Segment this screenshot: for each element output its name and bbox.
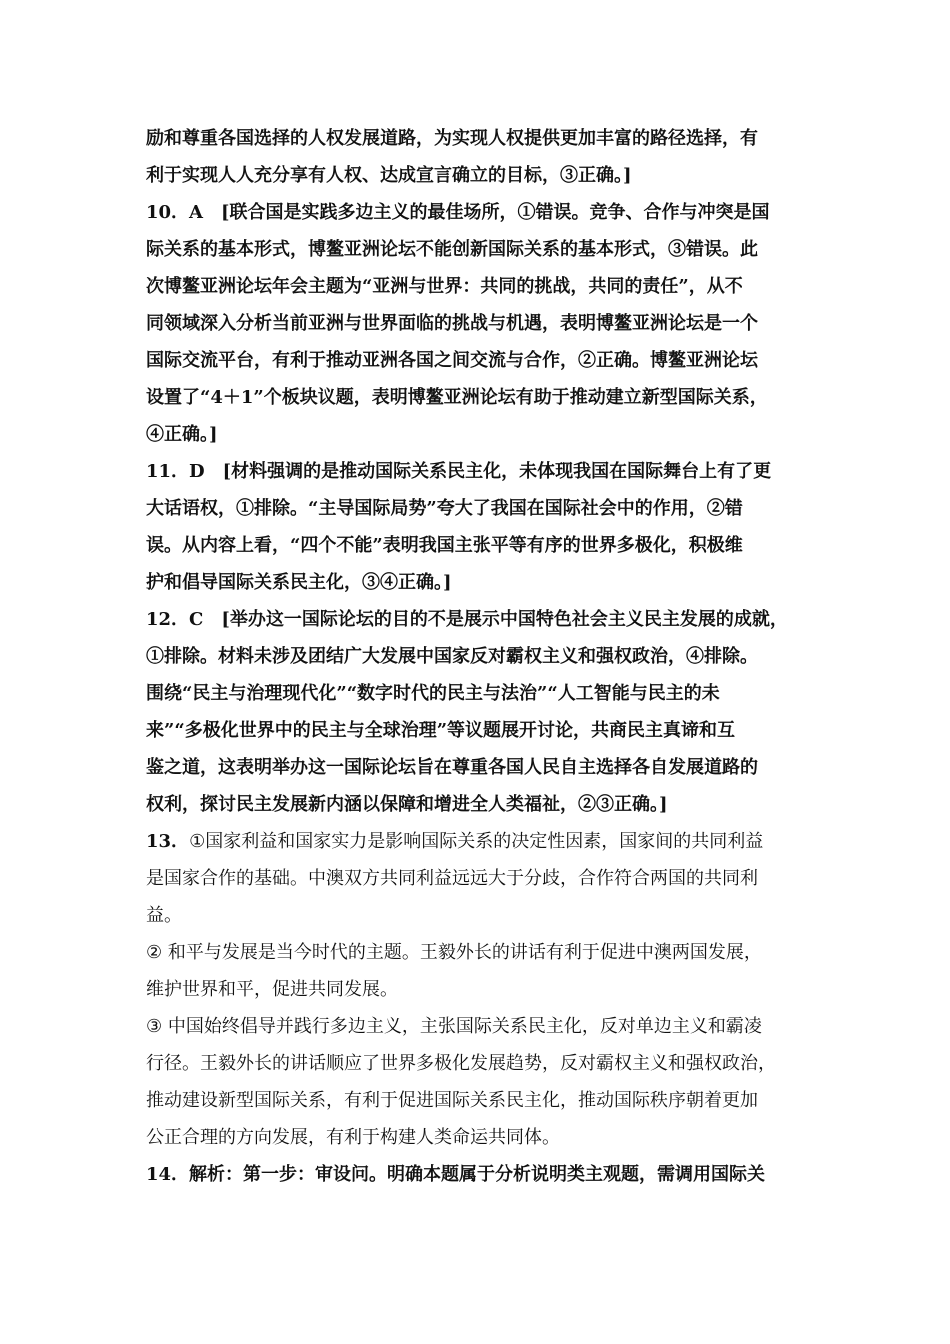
text-line: ② 和平与发展是当今时代的主题。王毅外长的讲话有利于促进中澳两国发展， <box>146 942 762 963</box>
text-line: 维护世界和平，促进共同发展。 <box>146 979 398 1000</box>
question-number: 13． <box>146 831 190 852</box>
text-line: 14．解析：第一步：审设问。明确本题属于分析说明类主观题，需调用国际关 <box>146 1164 766 1185</box>
answer-11 <box>146 453 824 601</box>
text-line: 大话语权，①排除。“主导国际局势”夸大了我国在国际社会中的作用，②错 <box>146 498 743 519</box>
text-line: 护和倡导国际关系民主化，③④正确。] <box>146 572 452 593</box>
text-line: 来”“多极化世界中的民主与全球治理”等议题展开讨论，共商民主真谛和互 <box>146 720 736 741</box>
text-line: 11．D [材料强调的是推动国际关系民主化，未体现我国在国际舞台上有了更 <box>146 461 772 482</box>
text-line: 围绕“民主与治理现代化”“数字时代的民主与法治”“人工智能与民主的未 <box>146 683 720 704</box>
answer-text-block <box>146 120 824 1193</box>
text-line: 同领域深入分析当前亚洲与世界面临的挑战与机遇，表明博鳌亚洲论坛是一个 <box>146 313 758 334</box>
text-line: 权利，探讨民主发展新内涵以保障和增进全人类福祉，②③正确。] <box>146 794 668 815</box>
text-line: 益。 <box>146 905 182 926</box>
text-line <box>146 823 824 860</box>
text-line: ③ 中国始终倡导并践行多边主义，主张国际关系民主化，反对单边主义和霸凌 <box>146 1016 762 1037</box>
text-line: 行径。王毅外长的讲话顺应了世界多极化发展趋势，反对霸权主义和强权政治， <box>146 1053 776 1074</box>
text-line: 10．A [联合国是实践多边主义的最佳场所，①错误。竞争、合作与冲突是国 <box>146 202 770 223</box>
text-line: 励和尊重各国选择的人权发展道路，为实现人权提供更加丰富的路径选择，有 <box>146 128 758 149</box>
paragraph-9-continuation <box>146 120 824 194</box>
text-line: 12．C [举办这一国际论坛的目的不是展示中国特色社会主义民主发展的成就， <box>146 609 788 630</box>
text-line: 公正合理的方向发展，有利于构建人类命运共同体。 <box>146 1127 560 1148</box>
answer-14 <box>146 1156 824 1193</box>
text-line: 次博鳌亚洲论坛年会主题为“亚洲与世界：共同的挑战，共同的责任”，从不 <box>146 276 743 297</box>
answer-13-point-1 <box>146 823 824 934</box>
text-line: 国际交流平台，有利于推动亚洲各国之间交流与合作，②正确。博鳌亚洲论坛 <box>146 350 758 371</box>
text-line: 推动建设新型国际关系，有利于促进国际关系民主化，推动国际秩序朝着更加 <box>146 1090 758 1111</box>
answer-10 <box>146 194 824 453</box>
text-line: 误。从内容上看，“四个不能”表明我国主张平等有序的世界多极化，积极维 <box>146 535 743 556</box>
text-line: 际关系的基本形式，博鳌亚洲论坛不能创新国际关系的基本形式，③错误。此 <box>146 239 758 260</box>
answer-12 <box>146 601 824 823</box>
text-line: ④正确。] <box>146 424 218 445</box>
text-line: 鉴之道，这表明举办这一国际论坛旨在尊重各国人民自主选择各自发展道路的 <box>146 757 758 778</box>
text-line: 设置了“4＋1”个板块议题，表明博鳌亚洲论坛有助于推动建立新型国际关系， <box>146 387 768 408</box>
text-line: 是国家合作的基础。中澳双方共同利益远远大于分歧，合作符合两国的共同利 <box>146 868 758 889</box>
text-line: 利于实现人人充分享有人权、达成宣言确立的目标，③正确。] <box>146 165 632 186</box>
answer-13-point-2 <box>146 934 824 1008</box>
text-line: ①排除。材料未涉及团结广大发展中国家反对霸权主义和强权政治，④排除。 <box>146 646 758 667</box>
text-line-body: ①国家利益和国家实力是影响国际关系的决定性因素，国家间的共同利益 <box>189 831 764 852</box>
answer-13-point-3 <box>146 1008 824 1156</box>
